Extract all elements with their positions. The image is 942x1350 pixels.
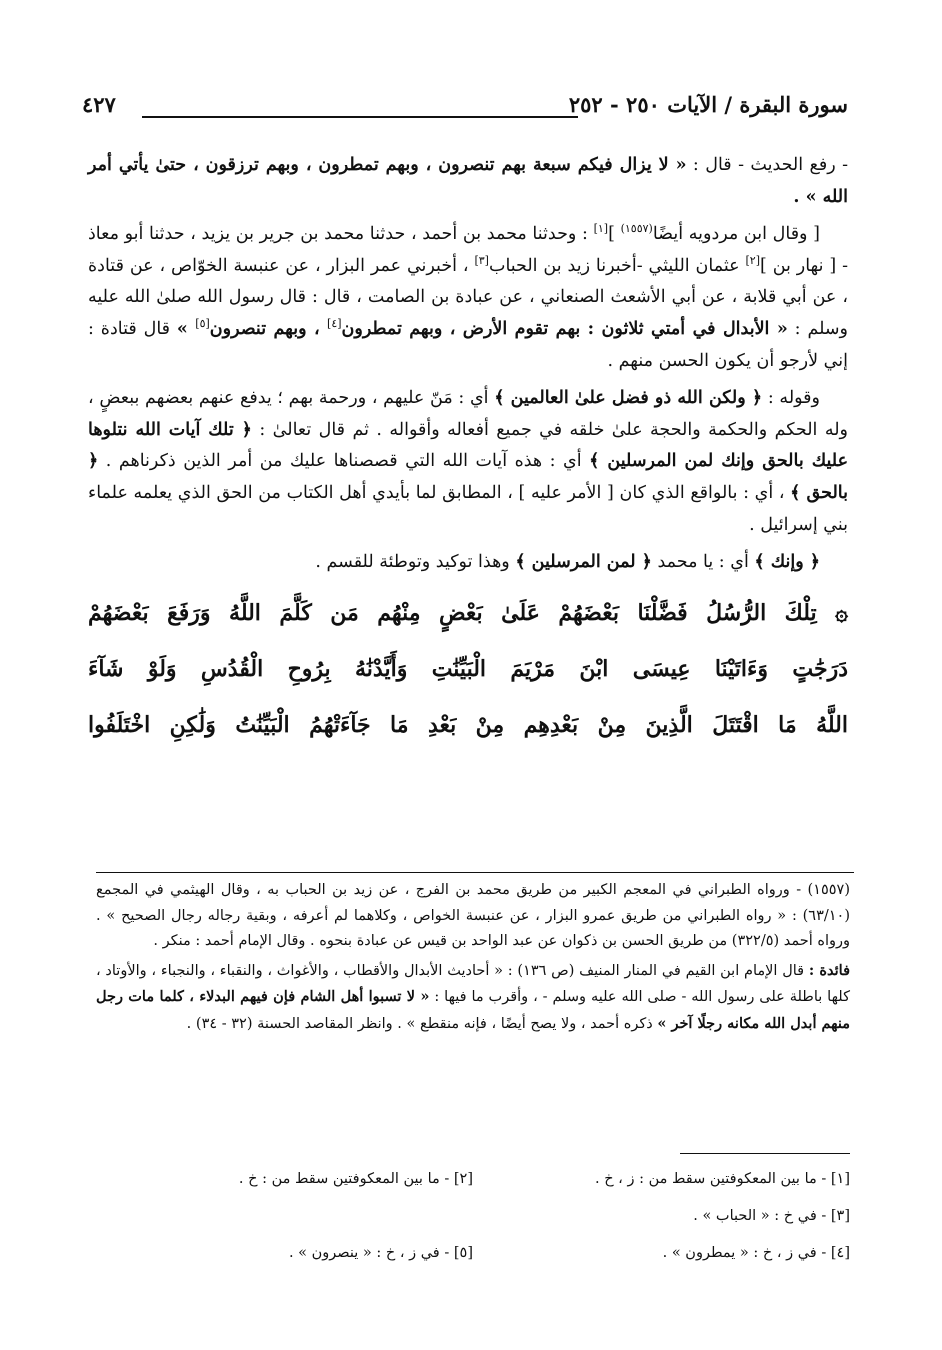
page-number: ٤٢٧ <box>82 92 116 117</box>
text-run: قال قتادة : إني لأرجو أن يكون الحسن منهم . <box>88 318 848 371</box>
text-run: ذكره أحمد ، ولا يصح أيضًا ، فإنه منقطع » . وانظر المقاصد الحسنة (٣٢ - ٣٤) . <box>186 1015 658 1032</box>
footnotes-section <box>96 878 850 1041</box>
text-run: أي : هذه آيات الله التي قصصناها عليك من أمر الذين ذكرناهم . <box>98 451 590 472</box>
text-run: [ وقال ابن مردويه أيضًا <box>652 224 821 245</box>
variant-notes <box>96 1160 850 1271</box>
quran-quote: ﴿ لمن المرسلين ﴾ <box>515 552 652 573</box>
text-run: عثمان الليثي -أخبرنا زيد بن الحباب <box>488 255 746 276</box>
variant-ref-5[interactable]: [٥] <box>195 317 210 331</box>
footnote-1557: (١٥٥٧) - ورواه الطبراني في المعجم الكبير من طريق محمد بن الفرج ، عن زيد بن الحباب به ، وقال الهيثمي في المجمع (٦٣/١٠) : « رواه الطبراني من طريق عمرو البزار ، عن عنبسة الخواص ، وكلاهما لم أعرفه ، وبقية رجاله رجال الصحيح » . ورواه أحمد (٣٢٢/٥) من طريق الحسن بن ذكوان عن عبد الواحد بن قيس عن عبادة بنحوه . وقال الإمام أحمد : منكر . <box>96 882 850 950</box>
text-run: وقوله : <box>762 388 821 409</box>
faida-label: فائدة : <box>808 961 850 979</box>
text-run: - رفع الحديث - قال : <box>686 155 848 175</box>
paragraph-commentary <box>88 383 848 541</box>
footnote-ref-1557[interactable]: (١٥٥٧) <box>620 222 653 236</box>
text-run: أي : يا محمد <box>651 552 755 573</box>
text-run: أي : مَنّ عليهم ، ورحمة بهم ؛ يدفع عنهم بعضهم ببعضٍ ، وله الحكم والحكمة والحجة علىٰ خلقه في جميع أفعاله وأقواله . ثم قال تعالىٰ : <box>88 388 848 440</box>
footnote-divider <box>96 872 854 873</box>
variant-row <box>96 1160 850 1197</box>
main-text <box>88 150 848 753</box>
variant-row <box>96 1197 850 1234</box>
hadith-text: « الأبدال في أمتي ثلاثون : بهم تقوم الأرض ، وبهم تمطرون <box>341 318 788 339</box>
paragraph-wa-innaka <box>88 547 848 579</box>
paragraph-hadith-end <box>88 150 848 213</box>
text-run: ] <box>608 224 621 245</box>
text-run: : وحدثنا محمد بن أحمد ، حدثنا محمد بن جرير بن يزيد ، حدثنا أبو معاذ - [ نهار بن ] <box>88 224 849 276</box>
quran-line: ۞ تِلْكَ الرُّسُلُ فَضَّلْنَا بَعْضَهُمْ عَلَىٰ بَعْضٍ مِنْهُم مَن كَلَّمَ اللَّهُ وَرَفَعَ بَعْضَهُمْ <box>88 599 848 626</box>
variant-note-4: [٤] - في ز ، خ : « يمطرون » . <box>662 1244 850 1261</box>
hadith-text: » <box>176 318 196 339</box>
quran-verse-block <box>88 585 848 753</box>
quran-quote: ﴿ تلك آيات الله نتلوها عليك بالحق وإنك لمن المرسلين ﴾ <box>88 419 849 472</box>
variant-note-5: [٥] - في ز ، خ : « ينصرون » . <box>288 1244 473 1261</box>
variant-ref-3[interactable]: [٣] <box>474 253 489 267</box>
page-header <box>82 92 848 132</box>
footnote-faida <box>96 958 850 1038</box>
hadith-text: « لا يزال فيكم سبعة بهم تنصرون ، وبهم تمطرون ، وبهم ترزقون ، حتىٰ يأتي أمر الله » . <box>88 155 848 207</box>
variant-ref-2[interactable]: [٢] <box>745 253 760 267</box>
text-run: ، أخبرني عمر البزار ، عن عنبسة الخوّاص ، عن قتادة ، عن أبي قلابة ، عن أبي الأشعث الصنعاني ، عن عبادة بن الصامت ، قال : قال رسول الله صلىٰ الله عليه وسلم : <box>88 255 849 339</box>
paragraph-ibn-mardawaih <box>88 219 848 377</box>
quran-quote: ﴿ بالحق ﴾ <box>88 451 848 503</box>
quran-quote: ﴿ ولكن الله ذو فضل علىٰ العالمين ﴾ <box>494 388 763 409</box>
text-run: وهذا توكيد وتوطئة للقسم . <box>315 552 516 573</box>
quran-line: اللَّهُ مَا اقْتَتَلَ الَّذِينَ مِنْ بَعْدِهِم مِنْ بَعْدِ مَا جَآءَتْهُمُ الْبَيِّنَٰتُ وَلَٰكِنِ اخْتَلَفُوا <box>88 711 848 738</box>
text-run: قال الإمام ابن القيم في المنار المنيف (ص ١٣٦) : « أحاديث الأبدال والأقطاب ، والأغواث ، والنقباء ، والنجباء ، والأوتاد ، كلها باطلة على رسول الله - صلى الله عليه وسلم - ، وأقرب ما فيها : <box>96 962 850 1006</box>
quran-quote: ﴿ وإنك ﴾ <box>754 552 820 573</box>
variant-ref-1[interactable]: [١] <box>593 222 609 236</box>
header-rule <box>142 116 578 118</box>
hadith-text: ، وبهم تنصرون <box>209 318 328 339</box>
variants-divider <box>680 1153 850 1154</box>
variant-note-2: [٢] - ما بين المعكوفتين سقط من : خ . <box>238 1170 473 1187</box>
text-run: ، أي : بالواقع الذي كان [ الأمر عليه ] ، المطابق لما بأيدي أهل الكتاب من الحق الذي يعلمه علماء بني إسرائيل . <box>88 482 848 535</box>
surah-title: سورة البقرة / الآيات ٢٥٠ - ٢٥٢ <box>568 92 848 117</box>
variant-note-1: [١] - ما بين المعكوفتين سقط من : ز ، خ . <box>595 1170 850 1187</box>
quran-line: دَرَجَٰتٍ وَءَاتَيْنَا عِيسَى ابْنَ مَرْيَمَ الْبَيِّنَٰتِ وَأَيَّدْنَٰهُ بِرُوحِ الْقُدُسِ وَلَوْ شَآءَ <box>88 655 848 682</box>
variant-ref-4[interactable]: [٤] <box>327 317 342 331</box>
variant-note-3: [٣] - في خ : « الحباب » . <box>693 1207 850 1224</box>
hadith-text: « لا تسبوا أهل الشام فإن فيهم البدلاء ، كلما مات رجل منهم أبدل الله مكانه رجلًا آخر » <box>96 988 850 1032</box>
variant-row <box>96 1234 850 1271</box>
